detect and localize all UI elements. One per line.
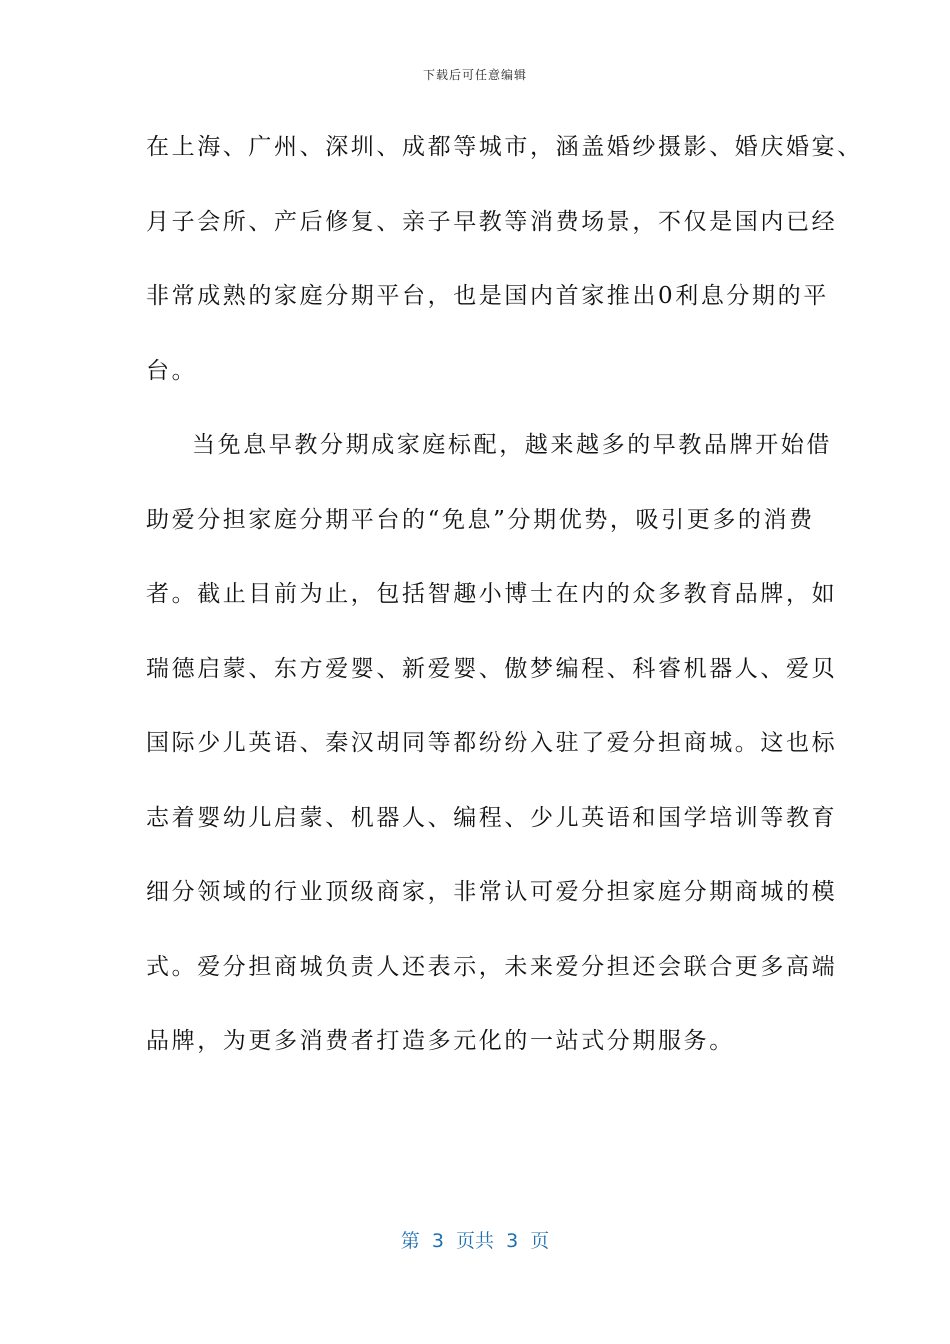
text-line: 在上海、广州、深圳、成都等城市，涵盖婚纱摄影、婚庆婚宴、	[146, 134, 863, 160]
text-line: 非常成熟的家庭分期平台，也是国内首家推出0利息分期的平	[146, 283, 829, 309]
text-line: 品牌，为更多消费者打造多元化的一站式分期服务。	[146, 1028, 735, 1054]
text-line: 细分领域的行业顶级商家，非常认可爱分担家庭分期商城的模	[146, 879, 838, 905]
header-note: 下载后可任意编辑	[422, 68, 527, 82]
text-line: 者。截止目前为止，包括智趣小博士在内的众多教育品牌，如	[146, 581, 838, 607]
paragraph-1	[146, 124, 863, 422]
paragraph-2	[146, 422, 838, 1093]
text-line: 台。	[146, 357, 198, 384]
page-number-footer: 第 3 页共 3 页	[400, 1230, 550, 1252]
text-line: 月子会所、产后修复、亲子早教等消费场景，不仅是国内已经	[146, 208, 838, 235]
text-line: 国际少儿英语、秦汉胡同等都纷纷入驻了爱分担商城。这也标	[146, 730, 838, 756]
text-line: 当免息早教分期成家庭标配，越来越多的早教品牌开始借	[192, 432, 832, 458]
text-line: 助爱分担家庭分期平台的“免息”分期优势，吸引更多的消费	[146, 506, 815, 533]
text-line: 瑞德启蒙、东方爱婴、新爱婴、傲梦编程、科睿机器人、爱贝	[146, 655, 838, 682]
text-line: 式。爱分担商城负责人还表示，未来爱分担还会联合更多高端	[146, 953, 838, 980]
text-line: 志着婴幼儿启蒙、机器人、编程、少儿英语和国学培训等教育	[146, 804, 838, 831]
document-body	[146, 124, 863, 1093]
